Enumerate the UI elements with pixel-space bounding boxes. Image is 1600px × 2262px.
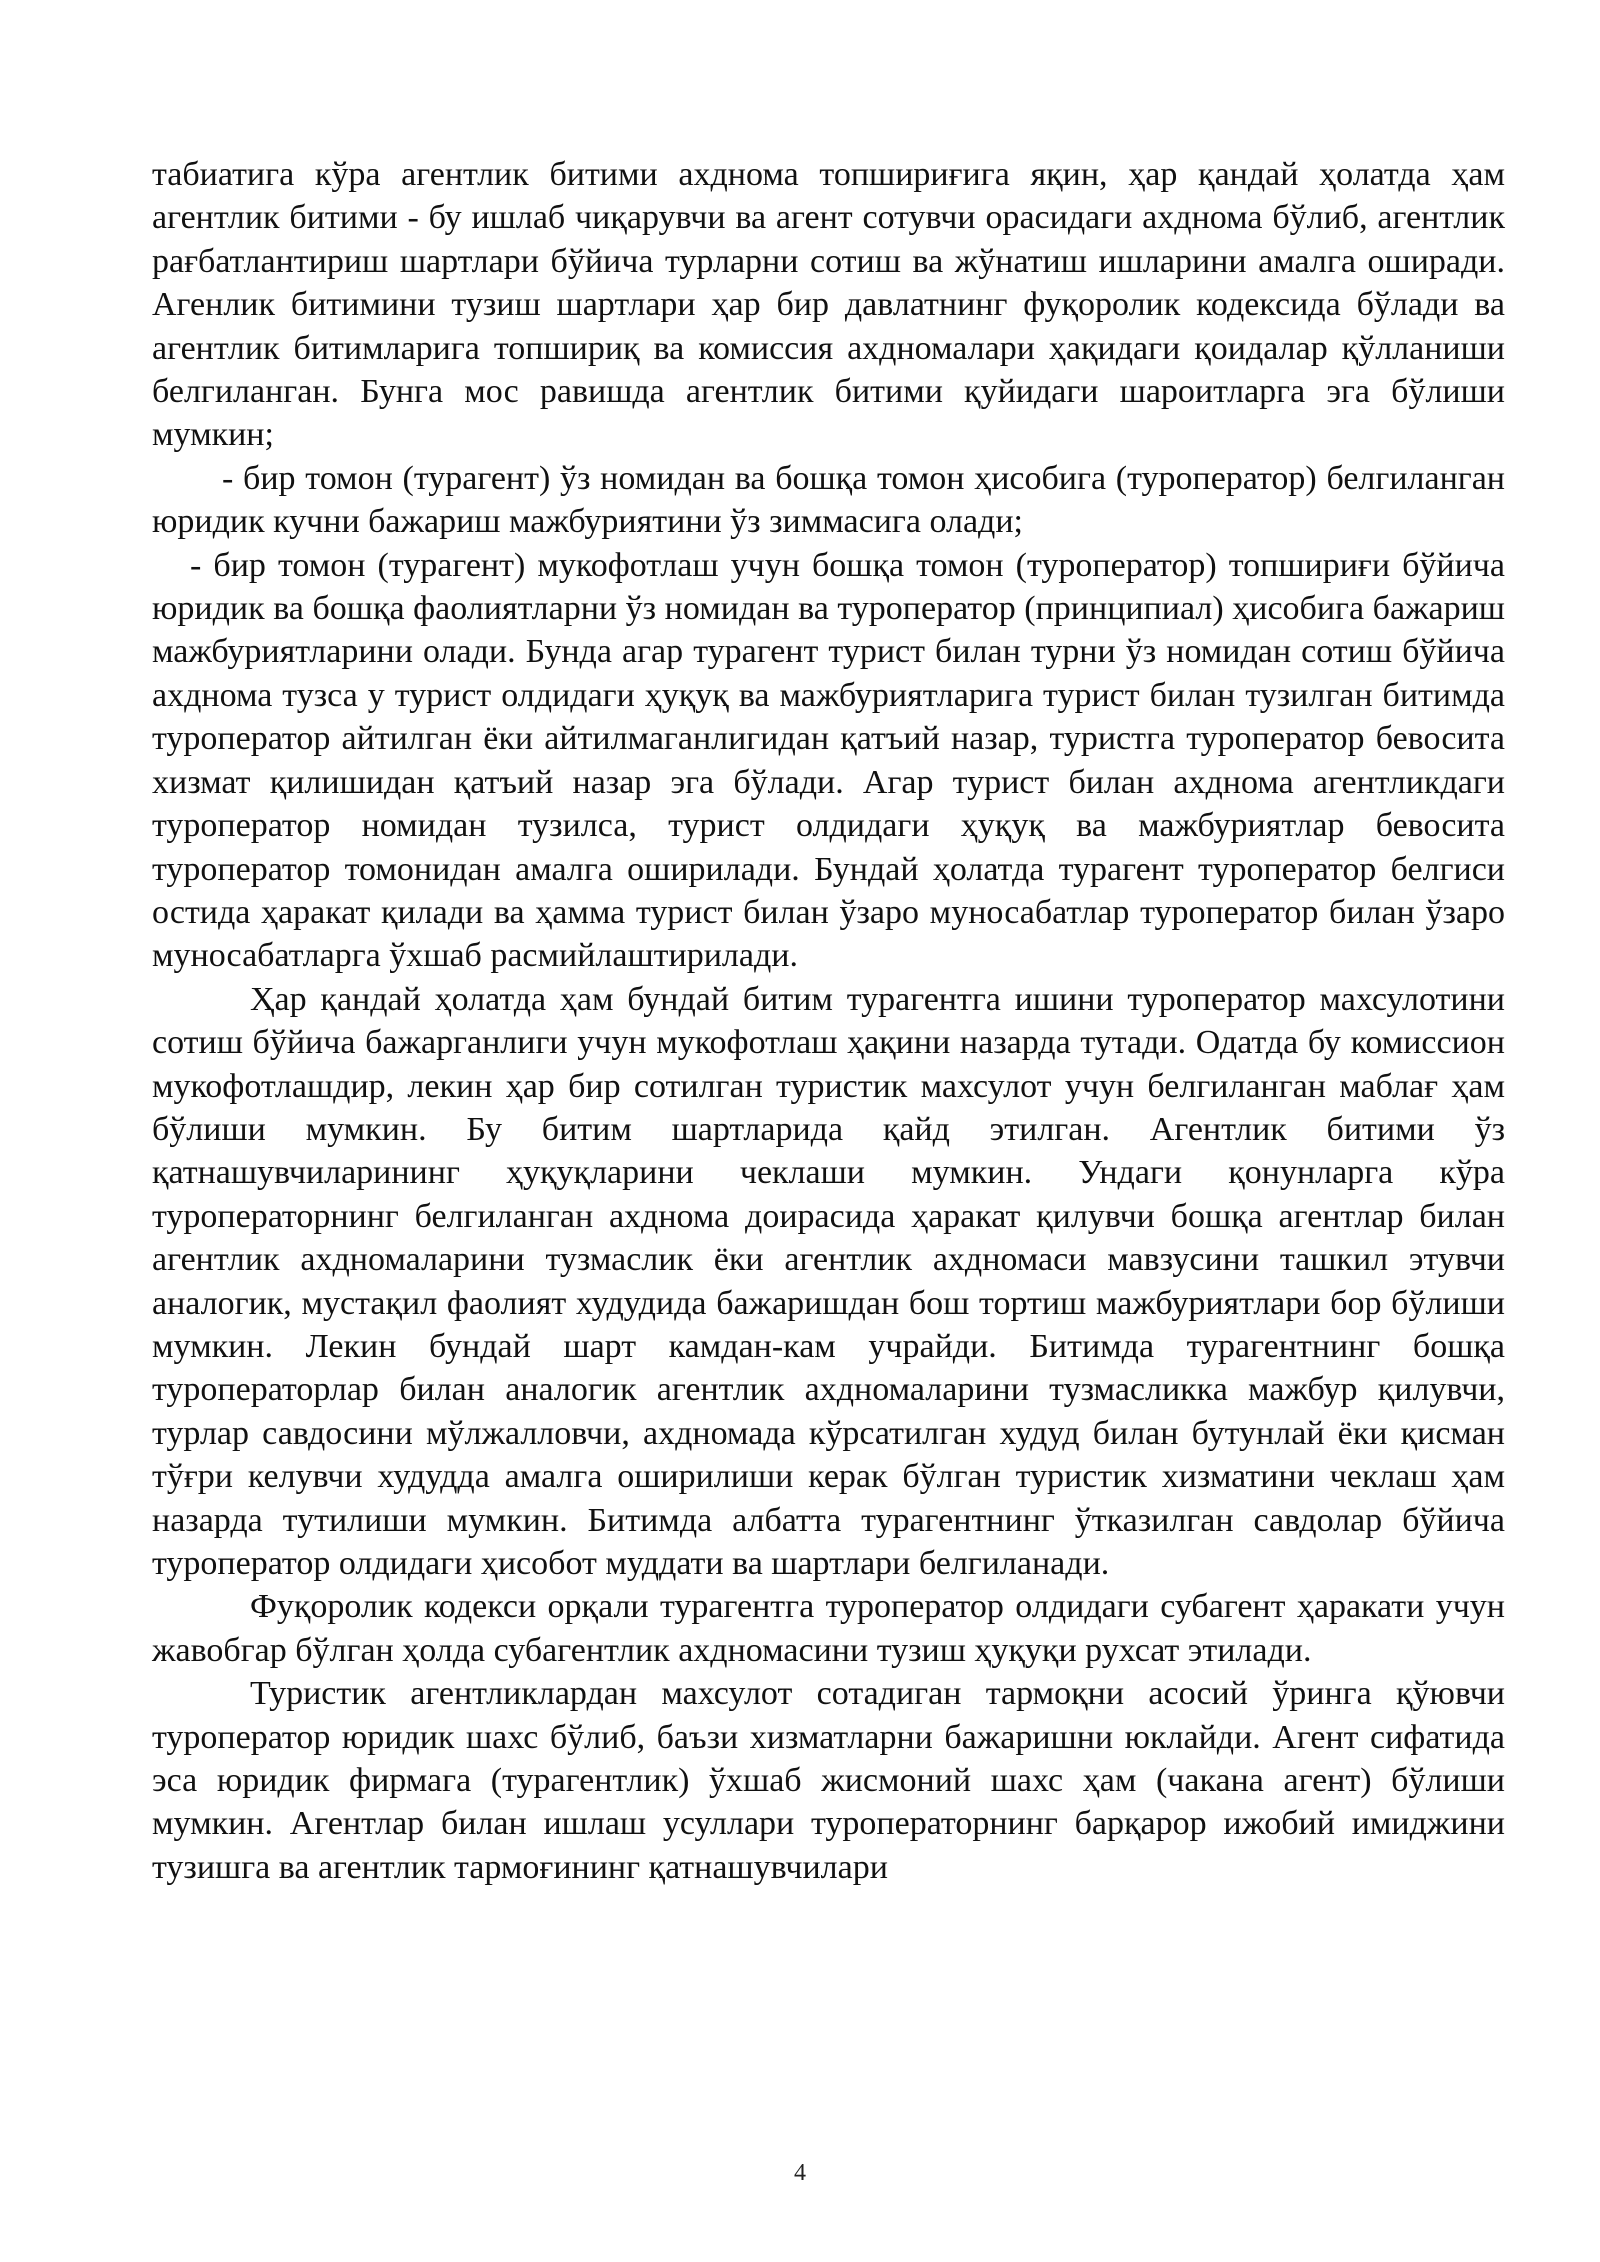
- page-number: 4: [794, 2160, 806, 2186]
- paragraph: Ҳар қандай ҳолатда ҳам бундай битим турагентга ишини туроператор махсулотини сотиш бўйича бажарганлиги учун мукофотлаш ҳақини назарда тутади. Одатда бу комиссион мукофотлашдир, лекин ҳар бир сотилган туристик махсулот учун белгиланган маблағ ҳам бўлиши мумкин. Бу битим шартларида қайд этилган. Агентлик битими ўз қатнашувчиларининг ҳуқуқларини чеклаши мумкин. Ундаги қонунларга кўра туроператорнинг белгиланган ахднома доирасида ҳаракат қилувчи бошқа агентлар билан агентлик ахдномаларини тузмаслик ёки агентлик ахдномаси мавзусини ташкил этувчи аналогик, мустақил фаолият худудида бажаришдан бош тортиш мажбуриятлари бор бўлиши мумкин. Лекин бундай шарт камдан-кам учрайди. Битимда турагентнинг бошқа туроператорлар билан аналогик агентлик ахдномаларини тузмасликка мажбур қилувчи, турлар савдосини мўлжалловчи, ахдномада кўрсатилган худуд билан бутунлай ёки қисман тўғри келувчи худудда амалга оширилиши керак бўлган туристик хизматини чеклаш ҳам назарда тутилиши мумкин. Битимда албатта турагентнинг ўтказилган савдолар бўйича туроператор олдидаги ҳисобот муддати ва шартлари белгиланади.: [152, 980, 1505, 1582]
- document-body: [152, 153, 1505, 1889]
- paragraph: Туристик агентликлардан махсулот сотадиган тармоқни асосий ўринга қўювчи туроператор юридик шахс бўлиб, баъзи хизматларни бажаришни юклайди. Агент сифатида эса юридик фирмага (турагентлик) ўхшаб жисмоний шахс ҳам (чакана агент) бўлиши мумкин. Агентлар билан ишлаш усуллари туроператорнинг барқарор ижобий имиджини тузишга ва агентлик тармоғининг қатнашувчилари: [152, 1675, 1505, 1886]
- list-item-dash: - бир томон (турагент) мукофотлаш учун бошқа томон (туроператор) топшириғи бўйича юридик ва бошқа фаолиятларни ўз номидан ва туроператор (принципиал) ҳисобига бажариш мажбуриятларини олади. Бунда агар турагент турист билан турни ўз номидан сотиш бўйича ахднома тузса у турист олдидаги ҳуқуқ ва мажбуриятларига турист билан тузилган битимда туроператор айтилган ёки айтилмаганлигидан қатъий назар, туристга туроператор бевосита хизмат қилишидан қатъий назар эга бўлади. Агар турист билан ахднома агентликдаги туроператор номидан тузилса, турист олдидаги ҳуқуқ ва мажбуриятлар бевосита туроператор томонидан амалга оширилади. Бундай ҳолатда турагент туроператор белгиси остида ҳаракат қилади ва ҳамма турист билан ўзаро муносабатлар туроператор билан ўзаро муносабатларга ўхшаб расмийлаштирилади.: [152, 546, 1505, 975]
- paragraph: Фуқоролик кодекси орқали турагентга туроператор олдидаги субагент ҳаракати учун жавобгар бўлган ҳолда субагентлик ахдномасини тузиш ҳуқуқи рухсат этилади.: [152, 1588, 1505, 1669]
- paragraph-continuation: табиатига кўра агентлик битими ахднома топшириғига яқин, ҳар қандай ҳолатда ҳам агентлик битими - бу ишлаб чиқарувчи ва агент сотувчи орасидаги ахднома бўлиб, агентлик рағбатлантириш шартлари бўйича турларни сотиш ва жўнатиш ишларини амалга оширади. Агенлик битимини тузиш шартлари ҳар бир давлатнинг фуқоролик кодексида бўлади ва агентлик битимларига топшириқ ва комиссия ахдномалари ҳақидаги қоидалар қўлланиши белгиланган. Бунга мос равишда агентлик битими қуйидаги шароитларга эга бўлиши мумкин;: [152, 156, 1505, 454]
- list-item-dash: - бир томон (турагент) ўз номидан ва бошқа томон ҳисобига (туроператор) белгиланган юридик кучни бажариш мажбуриятини ўз зиммасига олади;: [152, 459, 1505, 541]
